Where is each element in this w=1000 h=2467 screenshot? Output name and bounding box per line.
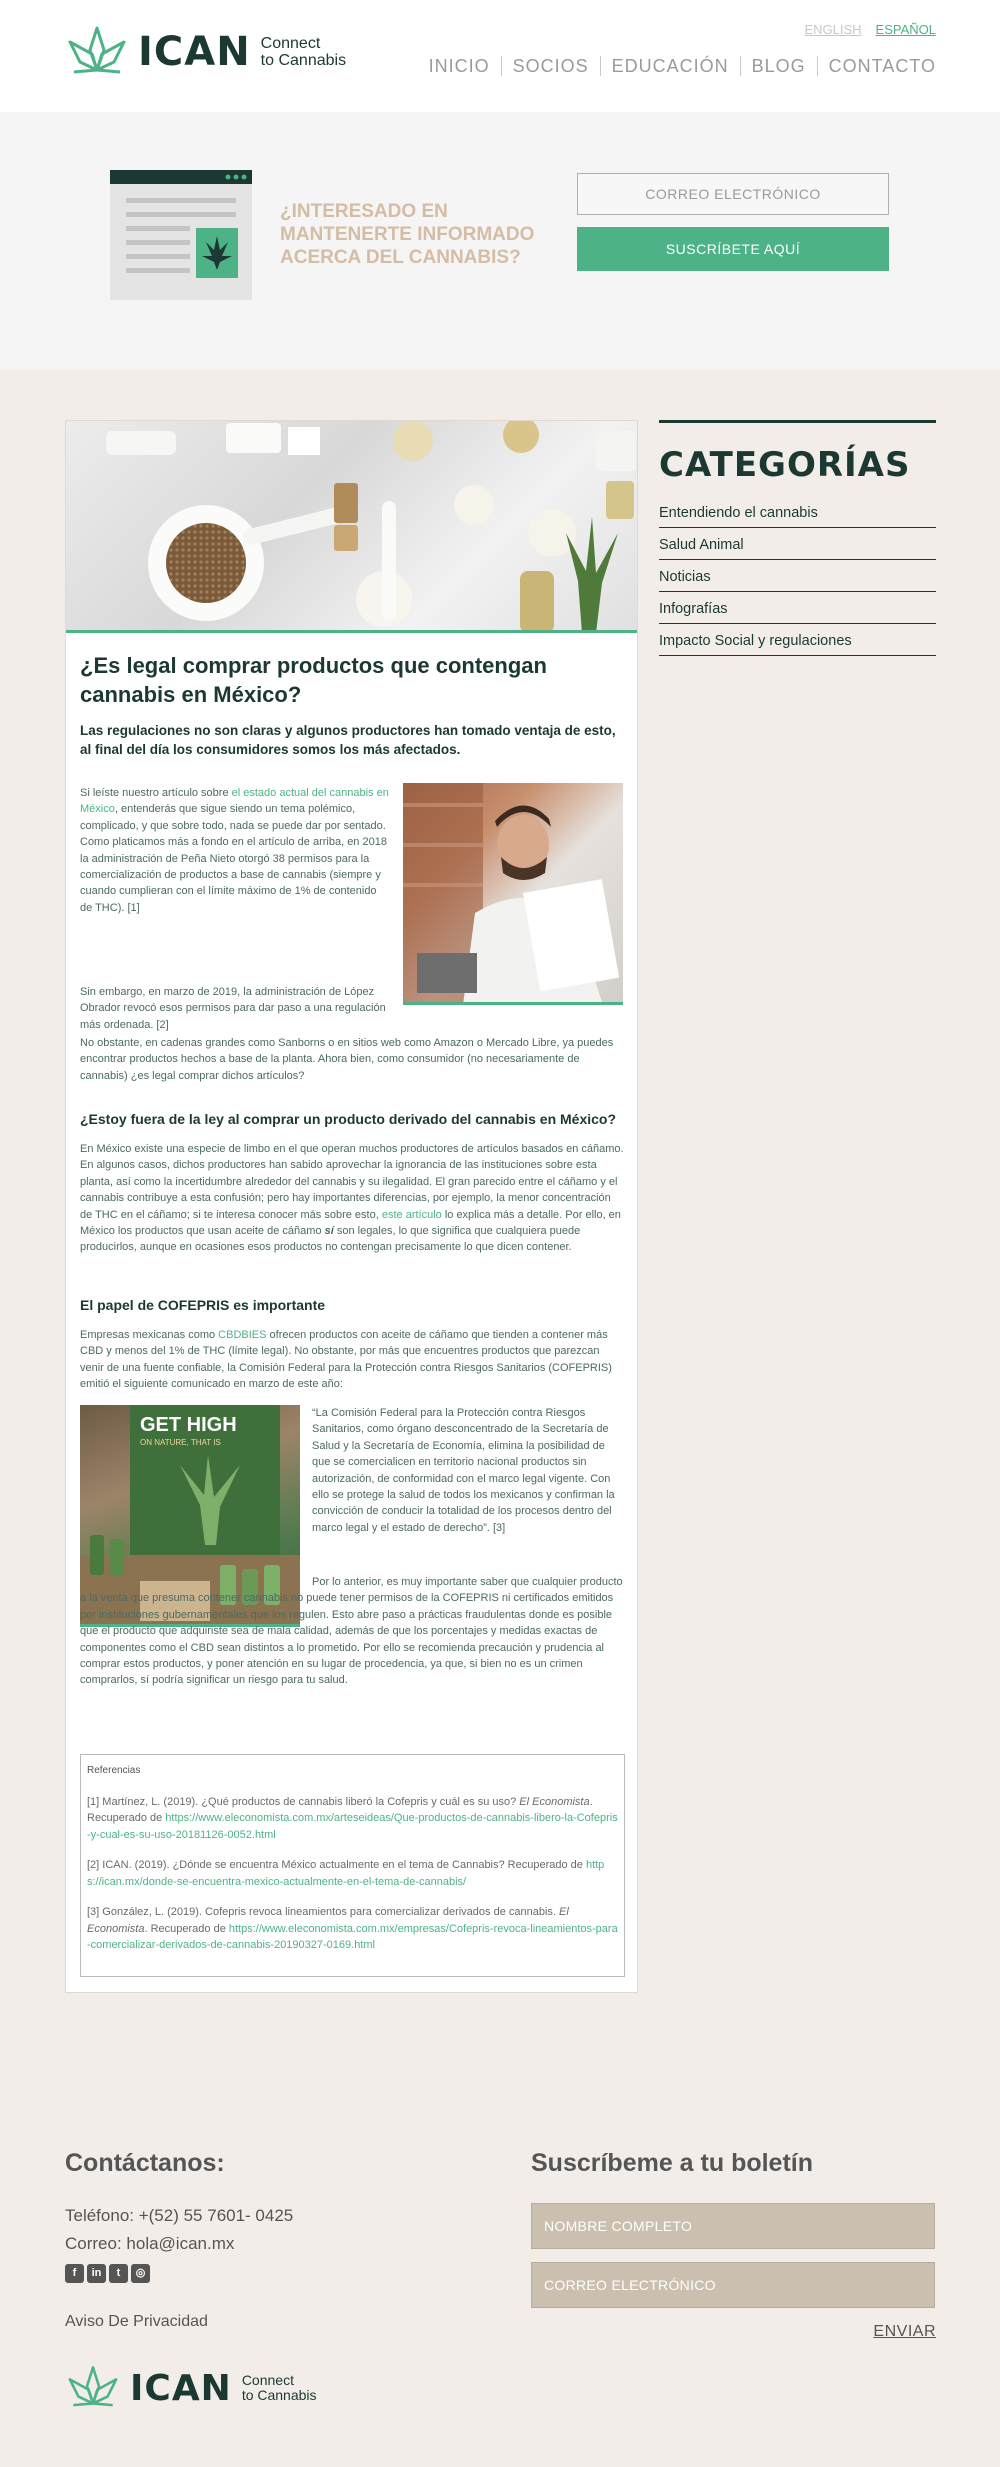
cannabis-leaf-icon [66,24,128,80]
footer-logo-tagline: Connect to Cannabis [241,2372,317,2403]
link-estado-actual[interactable]: el estado actual del cannabis en México [80,787,389,816]
category-list [659,499,936,656]
twitter-icon[interactable]: t [109,2264,128,2283]
subscribe-button[interactable]: SUSCRÍBETE AQUÍ [577,227,889,271]
article-card [65,420,638,1993]
svg-text:GET HIGH: GET HIGH [140,1414,237,1436]
paragraph-limbo: En México existe una especie de limbo en el que operan muchos productores de artículos basados en cáñamo. En algunos casos, dichos productores han sabido aprovechar la ignorancia de las instituciones sobre esta planta, así como la incertidumbre alrededor del cannabis y su ilegalidad. El gran parecido entre el cáñamo y el cannabis contribuye a esta confusión; pero hay importantes diferencias, por ejemplo, la menor concentración de THC en el cáñamo; si te interesa conocer más sobre esto, este artículo lo explica más a detalle. Por ello, en México los productos que usan aceite de cáñamo sí son legales, lo que significa que cualquiera puede producirlos, aunque en ocasiones esos productos no contengan precisamente lo que dicen contener. [80,1143,624,1254]
category-noticias[interactable]: Noticias [659,560,936,592]
link-este-articulo[interactable]: este artículo [381,1208,442,1221]
sidebar-top-rule [659,420,936,423]
site-logo[interactable] [66,24,371,80]
references-title: Referencias [87,1765,141,1776]
category-entendiendo[interactable]: Entendiendo el cannabis [659,499,936,528]
logo-wordmark: ICAN [138,29,251,75]
cofepris-quote: “La Comisión Federal para la Protección contra Riesgos Sanitarios, como órgano desconcentrado de la Secretaría de Salud y la Secretaría de Economía, elimina la posibilidad de que se comercialicen en territorio nacional productos sin autorización, de conformidad con el marco legal vigente. Con ello se protege la salud de todos los mexicanos y confirman la convicción de conducir la totalidad de los procesos dentro del marco legal y el estado de derecho”. [3] [312,1407,615,1534]
heading-cofepris: El papel de COFEPRIS es importante [80,1297,326,1313]
categories-sidebar [659,420,936,656]
lang-spanish-link[interactable]: ESPAÑOL [875,22,936,37]
footer-email[interactable]: Correo: hola@ican.mx [65,2234,235,2253]
photo-man-illustration [403,783,623,1005]
paragraph-revocation: Sin embargo, en marzo de 2019, la administración de López Obrador revocó esos permisos para dar paso a una regulación más ordenada. [2] [80,986,386,1031]
link-cbdbies[interactable]: CBDBIES [218,1329,267,1341]
paragraph-cbdbies: Empresas mexicanas como CBDBIES ofrecen productos con aceite de cáñamo que tienden a contener más CBD y menos del 1% de THC (límite legal). No obstante, por más que encuentres productos que parezcan venir de una fuente confiable, la Comisión Federal para la Protección contra Riesgos Sanitarios (COFEPRIS) emitió el siguiente comunicado en marzo de este año: [80,1329,612,1391]
category-infografias[interactable]: Infografías [659,592,936,624]
reference-1-link[interactable]: https://www.eleconomista.com.mx/arteseideas/Que-productos-de-cannabis-libero-la-Cofepris-y-cual-es-su-uso-20181126-0052.html [87,1812,618,1841]
linkedin-icon[interactable]: in [87,2264,106,2283]
heading-outlaw: ¿Estoy fuera de la ley al comprar un producto derivado del cannabis en México? [80,1111,617,1127]
main-nav [418,56,936,76]
footer-contact-title: Contáctanos: [65,2149,225,2177]
cannabis-leaf-icon [66,2364,120,2412]
category-salud-animal[interactable]: Salud Animal [659,528,936,560]
article-lead: Las regulaciones no son claras y algunos productores han tomado ventaja de esto, al final del día los consumidores somos los más afectados. [80,723,616,757]
footer-logo[interactable] [66,2364,352,2412]
nav-educacion[interactable]: EDUCACIÓN [600,56,740,76]
reference-3: [3] González, L. (2019). Cofepris revoca lineamientos para comercializar derivados de cannabis. El Economista. Recuperado de https://www.eleconomista.com.mx/empresas/Cofepris-revoca-lineamientos-para-comercializar-derivados-de-cannabis-20190327-0169.html [87,1906,618,1951]
references-box [80,1754,625,1977]
paragraph-recommendation: Por lo anterior, es muy importante saber que cualquier producto a la venta que presuma contener cannabis no puede tener permisos de la COFEPRIS ni certificados emitidos por instituciones gubernamentales que los regulen. Esto abre paso a prácticas fraudulentas donde es posible que el producto que adquiriste sea de mala calidad, además de que los porcentajes y medidas exactas de componentes como el CBD sean distintos a lo prometido. Por ello se recomienda precaución y prudencia al comprar estos productos, y poner atención en su lugar de procedencia, ya que, si bien no es un crimen comprarlos, sí podría significar un riesgo para tu salud. [80,1576,623,1687]
social-links [65,2264,150,2283]
paragraph-intro: Si leíste nuestro artículo sobre el estado actual del cannabis en México, entenderás que sigue siendo un tema polémico, complicado, y que sobre todo, nada se puede dar por sentado. Como platicamos más a fondo en el artículo de arriba, en 2018 la administración de Peña Nieto otorgó 38 permisos para la comercialización de productos a base de cannabis (siempre y cuando cumplieran con el límite máximo de 1% de contenido de THC). [1] [80,787,389,914]
footer-subscribe-title: Suscríbeme a tu boletín [531,2149,814,2177]
instagram-icon[interactable]: ◎ [131,2264,150,2283]
newsletter-band [0,112,1000,370]
newsletter-illustration [110,170,252,300]
reference-3-link[interactable]: https://www.eleconomista.com.mx/empresas/Cofepris-revoca-lineamientos-para-comercializar-derivados-de-cannabis-20190327-0169.html [87,1922,618,1951]
article-photo-man-reading [403,783,623,1005]
paragraph-stores: No obstante, en cadenas grandes como Sanborns o en sitios web como Amazon o Mercado Libre, ya puedes encontrar productos hechos a base de la planta. Ahora bien, como consumidor (no necesariamente de cannabis) ¿es legal comprar dichos artículos? [80,1037,614,1082]
newsletter-email-input[interactable]: CORREO ELECTRÓNICO [577,173,889,215]
nav-socios[interactable]: SOCIOS [501,56,600,76]
category-impacto-social[interactable]: Impacto Social y regulaciones [659,624,936,656]
svg-text:ON NATURE, THAT IS: ON NATURE, THAT IS [140,1438,221,1447]
footer-logo-wordmark: ICAN [130,2367,232,2409]
nav-blog[interactable]: BLOG [740,56,817,76]
lang-english-link[interactable]: ENGLISH [804,22,862,37]
reference-2-link[interactable]: https://ican.mx/donde-se-encuentra-mexico-actualmente-en-el-tema-de-cannabis/ [87,1859,605,1888]
newsletter-prompt: ¿INTERESADO EN MANTENERTE INFORMADO ACERCA DEL CANNABIS? [280,201,535,268]
nav-inicio[interactable]: INICIO [428,56,490,76]
sidebar-title: CATEGORÍAS [659,445,911,485]
footer-name-input[interactable]: NOMBRE COMPLETO [531,2203,935,2249]
site-header [0,0,1000,112]
footer-phone: Teléfono: +(52) 55 7601- 0425 [65,2206,294,2225]
nav-contacto[interactable]: CONTACTO [817,56,936,76]
logo-tagline: Connect to Cannabis [260,35,347,69]
article-title: ¿Es legal comprar productos que contengan cannabis en México? [80,653,547,707]
language-switcher [804,22,936,37]
hero-illustration [66,421,637,633]
article-hero-image [66,421,637,633]
footer-send-button[interactable]: ENVIAR [873,2323,936,2340]
privacy-link[interactable]: Aviso De Privacidad [65,2313,208,2330]
footer-email-input[interactable]: CORREO ELECTRÓNICO [531,2262,935,2308]
facebook-icon[interactable]: f [65,2264,84,2283]
reference-1: [1] Martínez, L. (2019). ¿Qué productos de cannabis liberó la Cofepris y cuál es su uso? El Economista. Recuperado de https://www.eleconomista.com.mx/arteseideas/Que-productos-de-cannabis-libero-la-Cofepris-y-cual-es-su-uso-20181126-0052.html [87,1795,618,1841]
reference-2: [2] ICAN. (2019). ¿Dónde se encuentra México actualmente en el tema de Cannabis? Recuperado de https://ican.mx/donde-se-encuentra-mexico-actualmente-en-el-tema-de-cannabis/ [87,1859,605,1888]
